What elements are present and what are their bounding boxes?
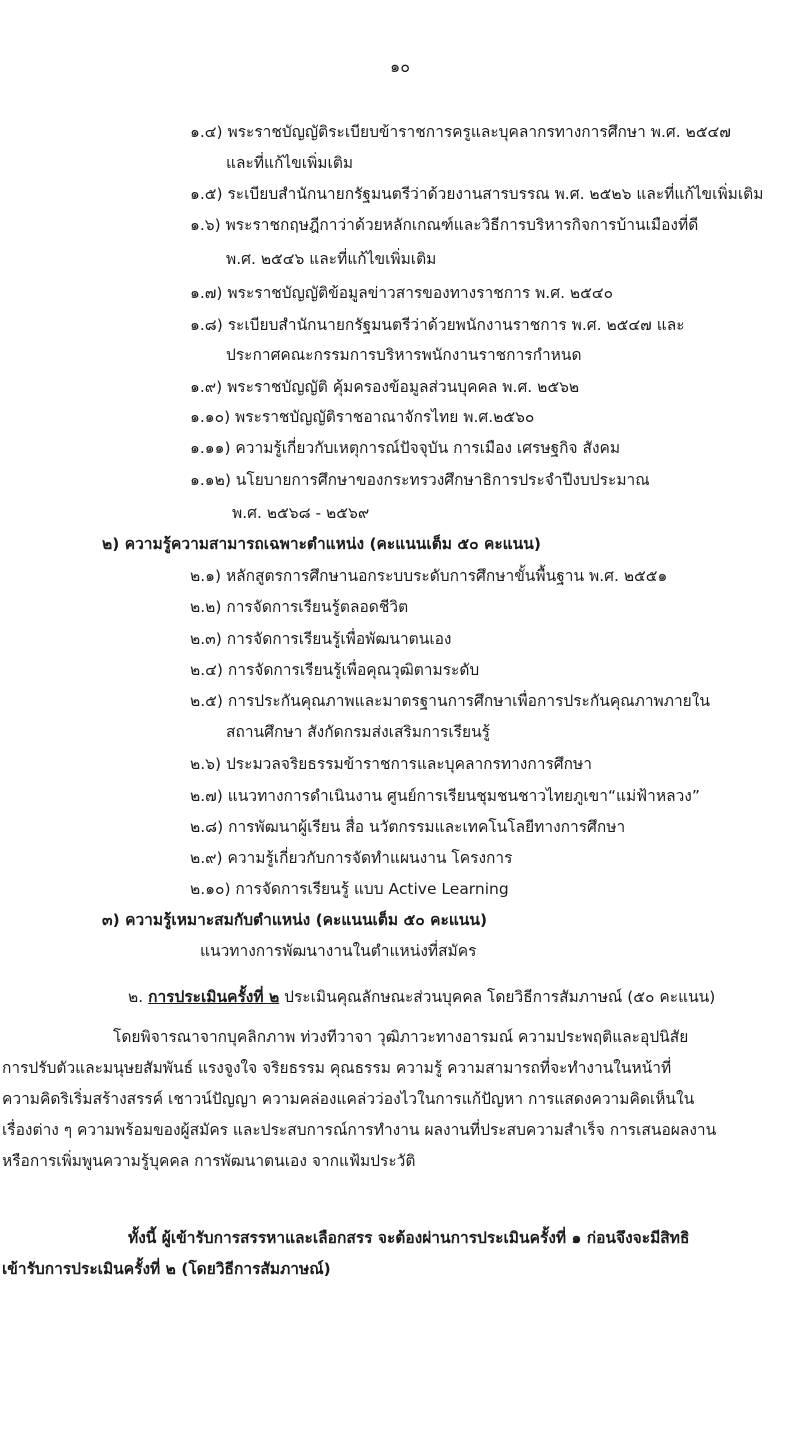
list-item-1-7: ๑.๗) พระราชบัญญัติข้อมูลข่าวสารของทางราชการ พ.ศ. ๒๕๔๐: [190, 284, 614, 302]
paragraph-line-5: หรือการเพิ่มพูนความรู้บุคคล การพัฒนาตนเอง จากแฟ้มประวัติ: [2, 1152, 416, 1170]
list-item-2-3: ๒.๓) การจัดการเรียนรู้เพื่อพัฒนาตนเอง: [190, 630, 452, 648]
page-number: ๑๐: [390, 57, 410, 76]
list-item-1-12: ๑.๑๒) นโยบายการศึกษาของกระทรวงศึกษาธิการประจำปีงบประมาณ: [190, 471, 650, 489]
list-item-1-4: ๑.๔) พระราชบัญญัติระเบียบข้าราชการครูและบุคลากรทางการศึกษา พ.ศ. ๒๕๔๗: [190, 123, 731, 141]
list-item-2-9: ๒.๙) ความรู้เกี่ยวกับการจัดทำแผนงาน โครงการ: [190, 849, 513, 867]
closing-line-1: ทั้งนี้ ผู้เข้ารับการสรรหาและเลือกสรร จะต้องผ่านการประเมินครั้งที่ ๑ ก่อนจึงจะมีสิทธิ: [128, 1229, 690, 1247]
section-2-heading: ๒) ความรู้ความสามารถเฉพาะตำแหน่ง (คะแนนเต็ม ๕๐ คะแนน): [102, 535, 541, 553]
list-item-1-8: ๑.๘) ระเบียบสำนักนายกรัฐมนตรีว่าด้วยพนักงานราชการ พ.ศ. ๒๕๔๗ และ: [190, 316, 685, 334]
list-item-2-7: ๒.๗) แนวทางการดำเนินงาน ศูนย์การเรียนชุมชนชาวไทยภูเขา“แม่ฟ้าหลวง”: [190, 787, 700, 805]
paragraph-line-2: การปรับตัวและมนุษยสัมพันธ์ แรงจูงใจ จริยธรรม คุณธรรม ความรู้ ความสามารถที่จะทำงานในหน้าที่: [2, 1059, 672, 1077]
list-item-1-5: ๑.๕) ระเบียบสำนักนายกรัฐมนตรีว่าด้วยงานสารบรรณ พ.ศ. ๒๕๒๖ และที่แก้ไขเพิ่มเติม: [190, 185, 764, 203]
list-item-1-9: ๑.๙) พระราชบัญญัติ คุ้มครองข้อมูลส่วนบุคคล พ.ศ. ๒๕๖๒: [190, 378, 580, 396]
assessment-2-title: การประเมินครั้งที่ ๒: [148, 988, 280, 1006]
list-item-2-10: ๒.๑๐) การจัดการเรียนรู้ แบบ Active Learning: [190, 880, 509, 898]
list-item-2-5: ๒.๕) การประกันคุณภาพและมาตรฐานการศึกษาเพื่อการประกันคุณภาพภายใน: [190, 692, 710, 710]
list-item-1-11: ๑.๑๑) ความรู้เกี่ยวกับเหตุการณ์ปัจจุบัน การเมือง เศรษฐกิจ สังคม: [190, 439, 621, 457]
list-item-2-8: ๒.๘) การพัฒนาผู้เรียน สื่อ นวัตกรรมและเทคโนโลยีทางการศึกษา: [190, 818, 626, 836]
closing-line-2: เข้ารับการประเมินครั้งที่ ๒ (โดยวิธีการสัมภาษณ์): [2, 1260, 331, 1278]
paragraph-line-3: ความคิดริเริ่มสร้างสรรค์ เชาวน์ปัญญา ความคล่องแคล่วว่องไวในการแก้ปัญหา การแสดงความคิดเห็นใน: [2, 1090, 695, 1108]
list-item-2-5-cont: สถานศึกษา สังกัดกรมส่งเสริมการเรียนรู้: [226, 723, 490, 741]
paragraph-line-4: เรื่องต่าง ๆ ความพร้อมของผู้สมัคร และประสบการณ์การทำงาน ผลงานที่ประสบความสำเร็จ การเสนอผลงาน: [2, 1121, 717, 1139]
assessment-2-number: ๒.: [128, 988, 144, 1006]
list-item-1-6: ๑.๖) พระราชกฤษฎีกาว่าด้วยหลักเกณฑ์และวิธีการบริหารกิจการบ้านเมืองที่ดี: [190, 216, 699, 234]
paragraph-line-1: โดยพิจารณาจากบุคลิกภาพ ท่วงทีวาจา วุฒิภาวะทางอารมณ์ ความประพฤติและอุปนิสัย: [113, 1028, 689, 1046]
assessment-2-heading: [128, 987, 715, 1007]
list-item-1-6-cont: พ.ศ. ๒๕๔๖ และที่แก้ไขเพิ่มเติม: [226, 250, 437, 268]
list-item-2-2: ๒.๒) การจัดการเรียนรู้ตลอดชีวิต: [190, 598, 409, 616]
assessment-2-text: ประเมินคุณลักษณะส่วนบุคคล โดยวิธีการสัมภาษณ์ (๕๐ คะแนน): [279, 988, 716, 1006]
section-3-body: แนวทางการพัฒนางานในตำแหน่งที่สมัคร: [200, 942, 477, 960]
list-item-2-4: ๒.๔) การจัดการเรียนรู้เพื่อคุณวุฒิตามระดับ: [190, 661, 480, 679]
section-3-heading: ๓) ความรู้เหมาะสมกับตำแหน่ง (คะแนนเต็ม ๕๐ คะแนน): [102, 911, 488, 929]
list-item-2-6: ๒.๖) ประมวลจริยธรรมข้าราชการและบุคลากรทางการศึกษา: [190, 755, 592, 773]
list-item-1-8-cont: ประกาศคณะกรรมการบริหารพนักงานราชการกำหนด: [226, 346, 582, 364]
list-item-2-1: ๒.๑) หลักสูตรการศึกษานอกระบบระดับการศึกษาขั้นพื้นฐาน พ.ศ. ๒๕๕๑: [190, 567, 668, 585]
list-item-1-10: ๑.๑๐) พระราชบัญญัติราชอาณาจักรไทย พ.ศ.๒๕๖๐: [190, 408, 535, 426]
list-item-1-12-cont: พ.ศ. ๒๕๖๘ - ๒๕๖๙: [232, 504, 370, 522]
list-item-1-4-cont: และที่แก้ไขเพิ่มเติม: [226, 154, 354, 172]
